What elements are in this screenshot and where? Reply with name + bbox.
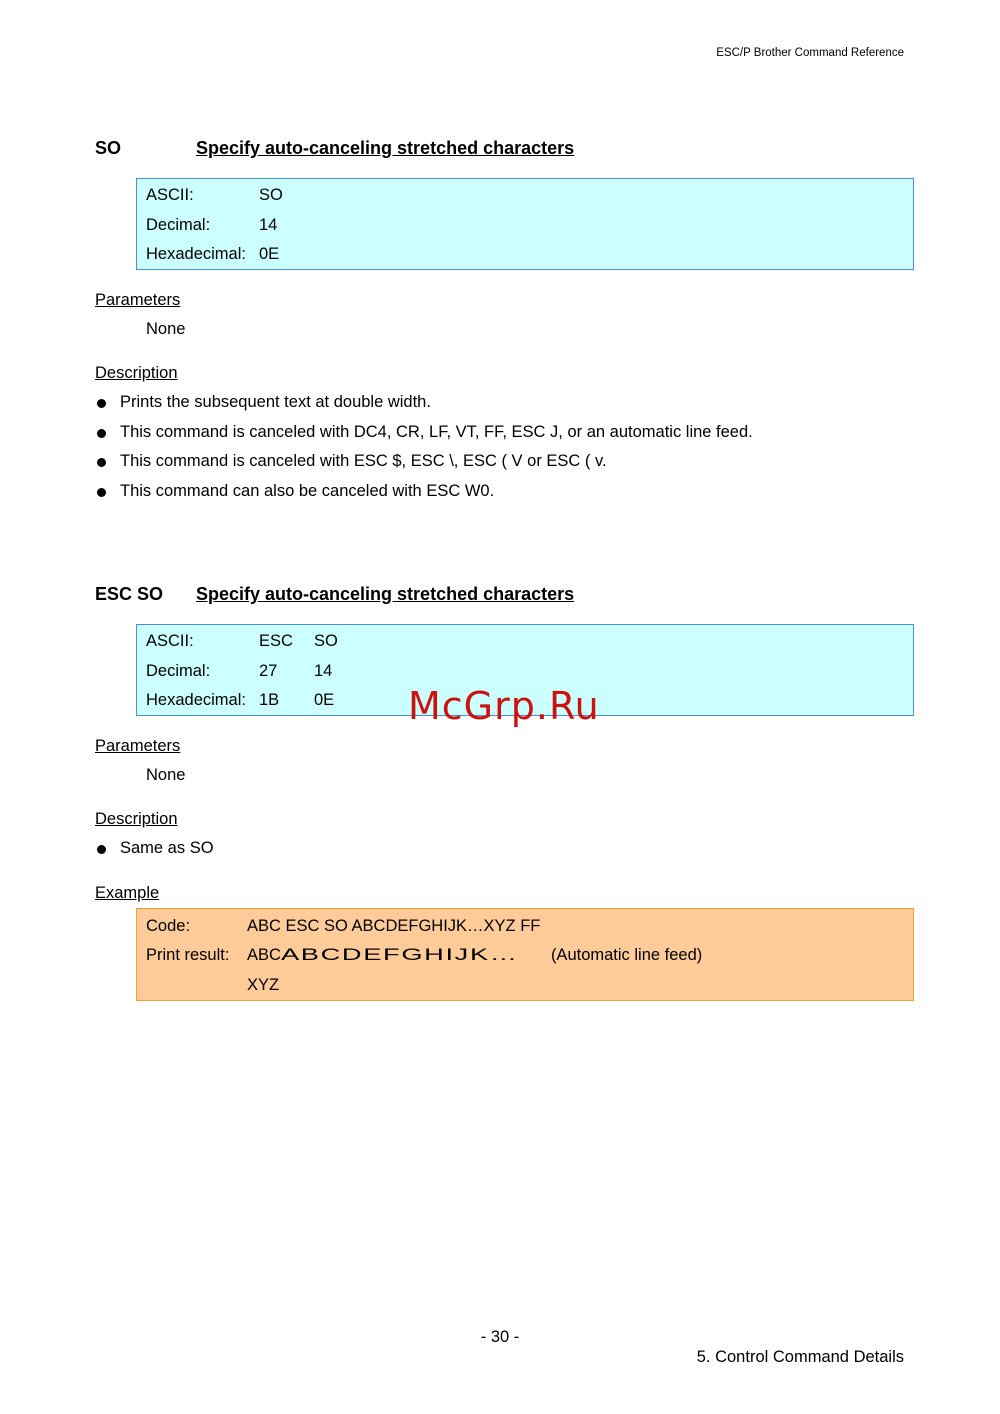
result-stretched-text: ABCDEFGHIJK… [280,946,519,964]
example-code-label: Code: [146,917,191,935]
bullet-icon [97,845,106,854]
result-prefix: ABC [247,946,281,964]
command-title: Specify auto-canceling stretched characters [196,138,575,158]
command-name: ESC SO [95,584,164,604]
description-heading: Description [95,364,178,382]
ascii-value: ESC [259,632,293,650]
code-box-so [136,178,914,270]
example-result-label: Print result: [146,946,230,964]
decimal-label: Decimal: [146,216,211,234]
description-heading: Description [95,810,178,828]
ascii-value: SO [314,632,338,650]
command-name: SO [95,138,122,158]
list-item-text: This command is canceled with DC4, CR, LF, VT, FF, ESC J, or an automatic line feed. [120,423,753,441]
parameters-heading: Parameters [95,291,181,309]
decimal-value: 27 [259,662,278,680]
bullet-icon [97,429,106,438]
list-item-text: This command is canceled with ESC $, ESC \, ESC ( V or ESC ( v. [120,452,607,470]
parameters-value: None [146,320,186,338]
command-title: Specify auto-canceling stretched characters [196,584,575,604]
page-number: - 30 - [480,1328,520,1346]
section-title-esc-so [95,584,574,605]
hex-label: Hexadecimal: [146,691,246,709]
list-item-text: Same as SO [120,839,214,857]
hex-value: 0E [259,245,280,263]
ascii-label: ASCII: [146,632,194,650]
example-code-value: ABC ESC SO ABCDEFGHIJK…XYZ FF [247,917,541,935]
ascii-label: ASCII: [146,186,194,204]
decimal-value: 14 [314,662,333,680]
chapter-title: 5. Control Command Details [696,1348,904,1366]
list-item-text: Prints the subsequent text at double width. [120,393,431,411]
result-note: (Automatic line feed) [550,946,703,964]
decimal-label: Decimal: [146,662,211,680]
list-item-text: This command can also be canceled with ESC W0. [120,482,495,500]
example-box [136,908,914,1001]
section-title-so [95,138,574,159]
example-heading: Example [95,884,160,902]
parameters-heading: Parameters [95,737,181,755]
ascii-value: SO [259,186,283,204]
bullet-icon [97,399,106,408]
bullet-icon [97,458,106,467]
example-result-value [247,946,702,965]
hex-value: 1B [259,691,280,709]
example-result-row [146,946,703,965]
bullet-icon [97,488,106,497]
example-result-line2: XYZ [247,976,280,994]
document-header: ESC/P Brother Command Reference [716,47,904,59]
decimal-value: 14 [259,216,278,234]
hex-label: Hexadecimal: [146,245,246,263]
hex-value: 0E [314,691,335,709]
parameters-value: None [146,766,186,784]
example-code-row [146,917,541,936]
watermark-text: McGrp.Ru [408,684,600,728]
